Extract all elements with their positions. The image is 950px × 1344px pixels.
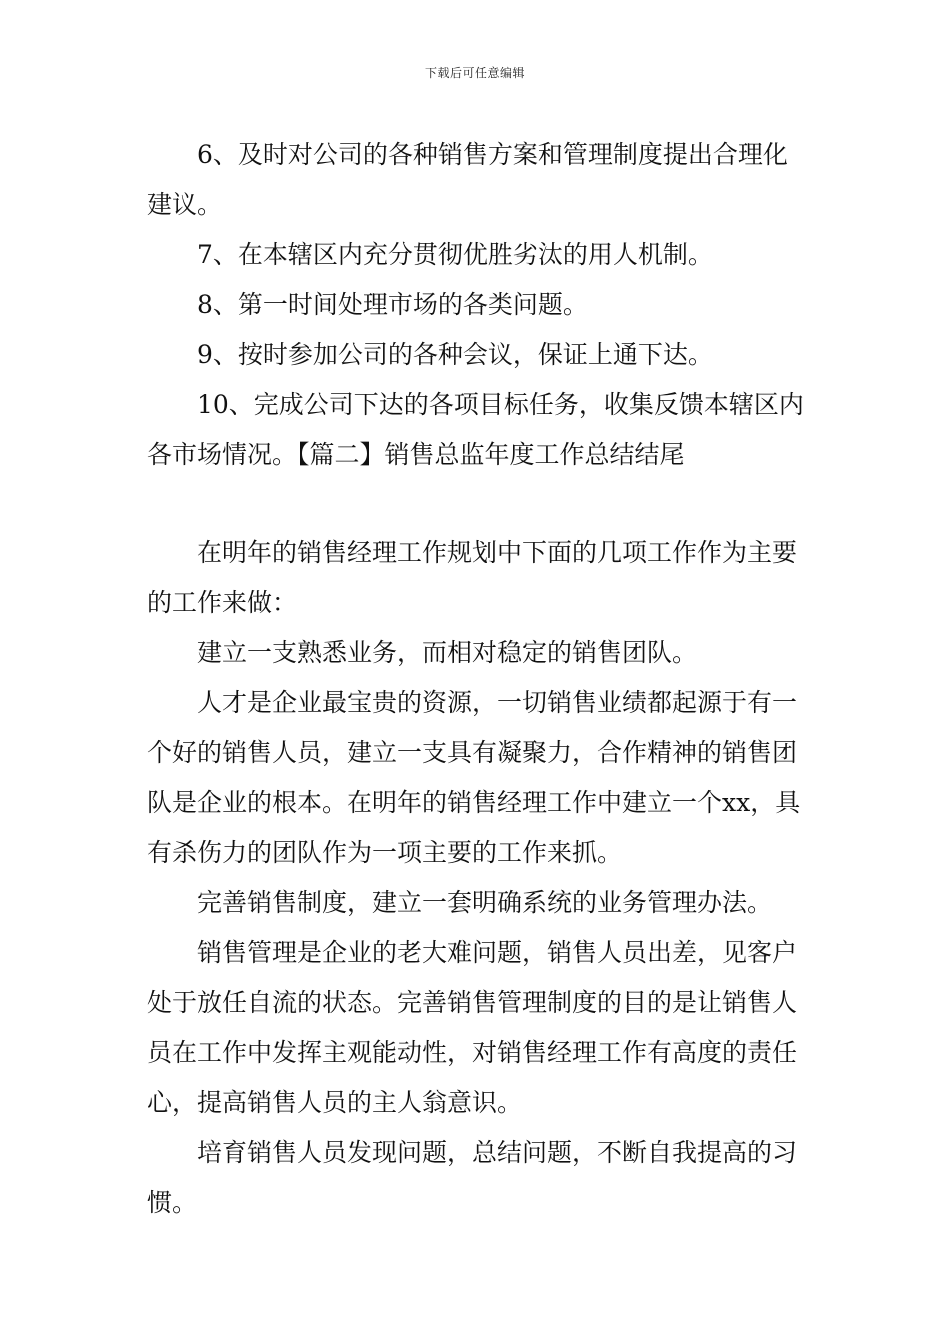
section-spacer bbox=[147, 480, 812, 528]
paragraph-system-heading: 完善销售制度，建立一套明确系统的业务管理办法。 bbox=[197, 888, 773, 917]
paragraph-item-7: 7、在本辖区内充分贯彻优胜劣汰的用人机制。 bbox=[197, 240, 713, 269]
page-header: 下载后可任意编辑 bbox=[424, 66, 525, 80]
paragraph-team-heading: 建立一支熟悉业务，而相对稳定的销售团队。 bbox=[197, 638, 698, 667]
paragraph-item-8: 8、第一时间处理市场的各类问题。 bbox=[197, 290, 588, 319]
paragraph-item-9: 9、按时参加公司的各种会议，保证上通下达。 bbox=[197, 340, 713, 369]
paragraph-item-10: 10、完成公司下达的各项目标任务，收集反馈本辖区内各市场情况。【篇二】销售总监年度工作总结结尾 bbox=[147, 390, 804, 469]
paragraph-plan-intro: 在明年的销售经理工作规划中下面的几项工作作为主要的工作来做： bbox=[147, 538, 798, 617]
paragraph-team-body: 人才是企业最宝贵的资源，一切销售业绩都起源于有一个好的销售人员，建立一支具有凝聚力，合作精神的销售团队是企业的根本。在明年的销售经理工作中建立一个xx，具有杀伤力的团队作为一项主要的工作来抓。 bbox=[147, 688, 801, 867]
paragraph-habit-heading: 培育销售人员发现问题，总结问题，不断自我提高的习惯。 bbox=[147, 1138, 798, 1217]
document-body bbox=[147, 130, 812, 1228]
paragraph-system-body: 销售管理是企业的老大难问题，销售人员出差，见客户处于放任自流的状态。完善销售管理制度的目的是让销售人员在工作中发挥主观能动性，对销售经理工作有高度的责任心，提高销售人员的主人翁意识。 bbox=[147, 938, 798, 1117]
paragraph-item-6: 6、及时对公司的各种销售方案和管理制度提出合理化建议。 bbox=[147, 140, 788, 219]
